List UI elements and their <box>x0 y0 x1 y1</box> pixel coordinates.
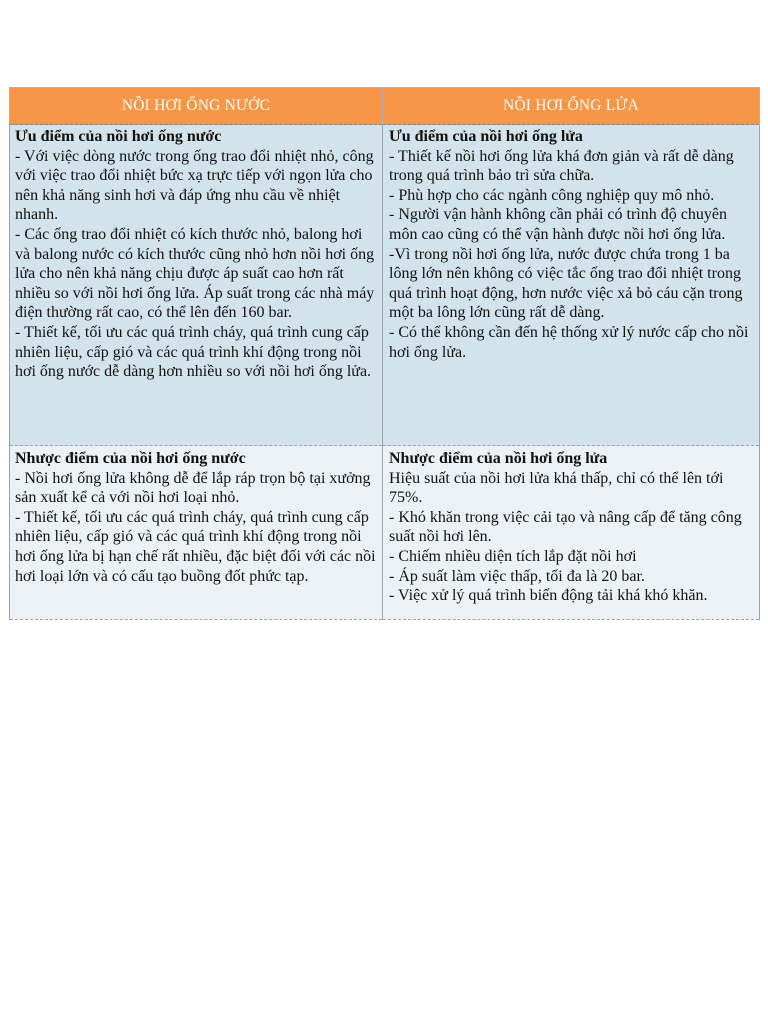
cell-fire-tube-disadvantages <box>383 446 760 620</box>
comparison-table <box>9 87 760 620</box>
cell-water-tube-advantages <box>10 125 383 446</box>
header-water-tube: NỒI HƠI ỐNG NƯỚC <box>10 88 383 125</box>
cell-line: - Việc xử lý quá trình biến động tải khá khó khăn. <box>389 587 708 605</box>
cell-line: - Chiếm nhiều diện tích lắp đặt nồi hơi <box>389 547 637 565</box>
cell-line: - Người vận hành không cần phải có trình độ chuyên môn cao cũng có thể vận hành được nồi hơi ống lửa. <box>389 206 727 243</box>
cell-line: - Thiết kế, tối ưu các quá trình cháy, quá trình cung cấp nhiên liệu, cấp gió và các quá trình khí động trong nồi hơi ống lửa bị hạn chế rất nhiều, đặc biệt đối với các nồi hơi loại lớn và có cấu tạo buồng đốt phức tạp. <box>15 508 376 585</box>
cell-line: - Thiết kế nồi hơi ống lửa khá đơn giản và rất dễ dàng trong quá trình bảo trì sửa chữa. <box>389 147 734 185</box>
table-row-disadvantages <box>10 446 760 620</box>
cell-line: - Khó khăn trong việc cải tạo và nâng cấp để tăng công suất nồi hơi lên. <box>389 508 742 546</box>
document-page <box>9 87 759 620</box>
cell-title: Ưu điểm của nồi hơi ống nước <box>15 128 222 145</box>
cell-line: - Các ống trao đổi nhiệt có kích thước nhỏ, balong hơi và balong nước có kích thước cũng nhỏ hơn nồi hơi ống lửa cho nên khả năng chịu được áp suất cao hơn rất nhiều so với nồi hơi ống lửa. Áp suất trong các nhà máy điện thường rất cao, có thể lên đến 160 bar. <box>15 225 375 322</box>
header-fire-tube: NỒI HƠI ỐNG LỬA <box>383 88 760 125</box>
cell-title: Nhược điểm của nồi hơi ống nước <box>15 450 246 467</box>
cell-title: Ưu điểm của nồi hơi ống lửa <box>389 128 583 145</box>
cell-line: Hiệu suất của nồi hơi lửa khá thấp, chỉ có thể lên tới 75%. <box>389 469 724 507</box>
cell-line: - Với việc dòng nước trong ống trao đổi nhiệt nhỏ, công với việc trao đổi nhiệt bức xạ trực tiếp với ngọn lửa cho nên khả năng sinh hơi và đáp ứng nhu cầu về nhiệt nhanh. <box>15 147 374 224</box>
table-row-advantages <box>10 125 760 446</box>
cell-title: Nhược điểm của nồi hơi ống lửa <box>389 450 608 467</box>
cell-line: - Áp suất làm việc thấp, tối đa là 20 bar. <box>389 567 645 585</box>
table-header-row <box>10 88 760 125</box>
cell-line: - Có thể không cần đến hệ thống xử lý nước cấp cho nồi hơi ống lửa. <box>389 323 749 361</box>
cell-line: - Thiết kế, tối ưu các quá trình cháy, quá trình cung cấp nhiên liệu, cấp gió và các quá trình khí động trong nồi hơi ống nước dễ dàng hơn nhiều so với nồi hơi ống lửa. <box>15 323 372 381</box>
cell-water-tube-disadvantages <box>10 446 383 620</box>
cell-line: - Phù hợp cho các ngành công nghiệp quy mô nhỏ. <box>389 186 715 204</box>
cell-line: - Nồi hơi ống lửa không dễ để lắp ráp trọn bộ tại xưởng sản xuất kể cả với nồi hơi loại nhỏ. <box>15 469 371 507</box>
cell-fire-tube-advantages <box>383 125 760 446</box>
cell-line: -Vì trong nồi hơi ống lửa, nước được chứa trong 1 ba lông lớn nên không có việc tắc ống trao đổi nhiệt trong quá trình hoạt động, hơn nước việc xả bỏ cáu cặn trong một ba lông lớn cũng rất dễ dàng. <box>389 245 743 322</box>
